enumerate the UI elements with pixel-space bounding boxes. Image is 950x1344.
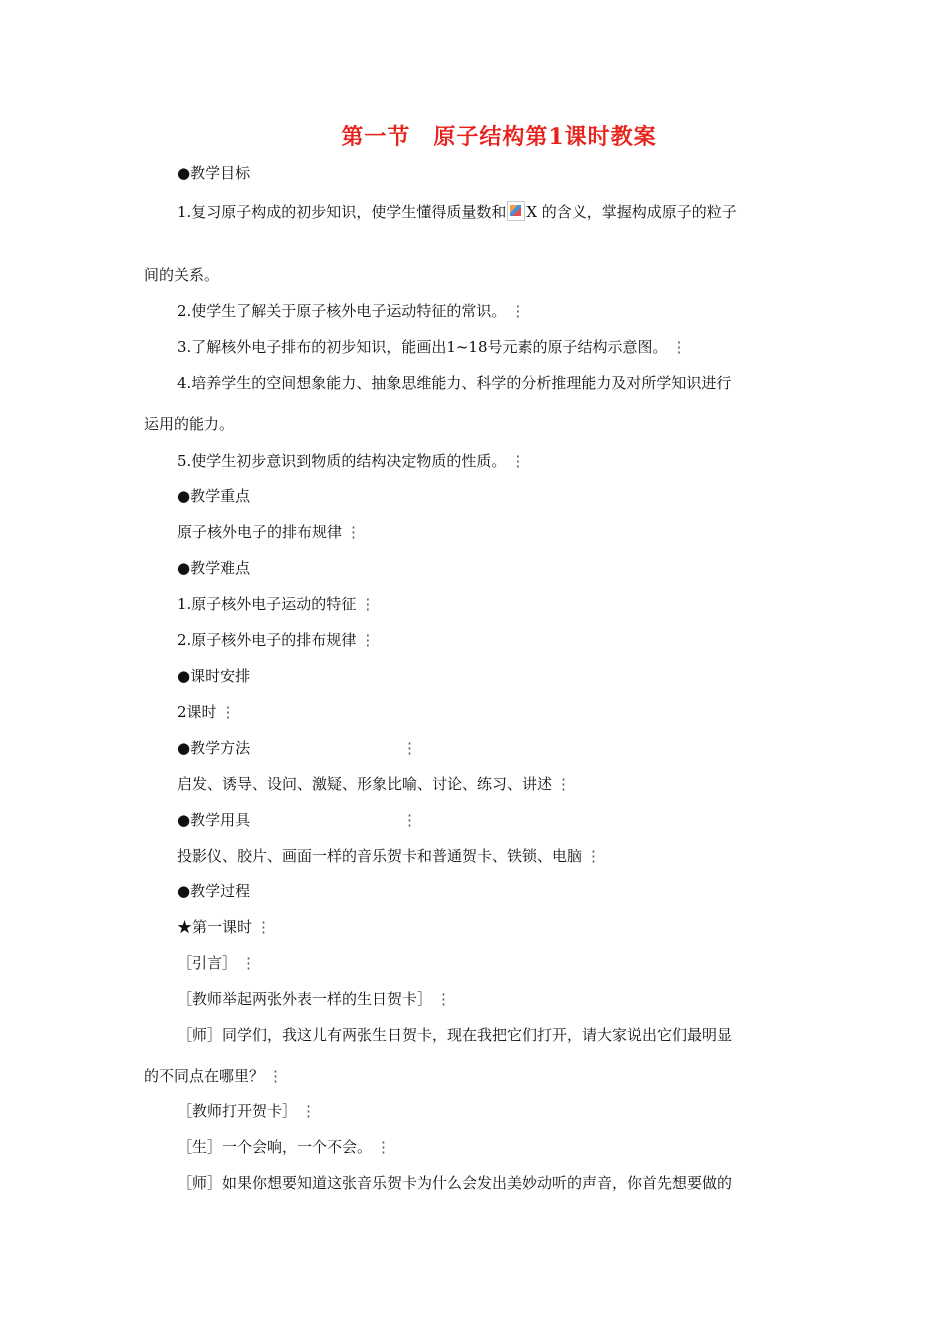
heading-schedule: ●课时安排 [177,667,251,685]
goal-2-text: 2.使学生了解关于原子核外电子运动特征的常识。 [177,302,507,320]
key-point-1 [177,522,361,542]
formula-image-icon [507,201,525,221]
heading-methods-text: ●教学方法 [177,739,251,757]
paragraph-marker: ⋮ [510,452,526,470]
key-point-1-text: 原子核外电子的排布规律 [177,523,343,541]
paragraph-marker: ⋮ [241,954,257,972]
lesson-one-text: ★第一课时 [177,918,253,936]
heading-key-points: ●教学重点 [177,487,251,505]
paragraph-marker: ⋮ [220,703,236,721]
goal-1-continued: 间的关系。 [144,266,220,284]
paragraph-marker: ⋮ [671,338,687,356]
heading-process: ●教学过程 [177,882,251,900]
paragraph-marker: ⋮ [268,1067,284,1085]
paragraph-marker: ⋮ [346,523,362,541]
paragraph-marker: ⋮ [256,918,272,936]
schedule-1-text: 2课时 [177,703,217,721]
process-step-6: ［师］如果你想要知道这张音乐贺卡为什么会发出美妙动听的声音，你首先想要做的 [177,1174,733,1192]
process-intro [177,953,256,973]
goal-4-continued: 运用的能力。 [144,415,235,433]
difficulty-2 [177,630,375,650]
schedule-1 [177,702,236,722]
process-step-4 [177,1101,316,1121]
paragraph-marker: ⋮ [376,1138,392,1156]
paragraph-marker: ⋮ [436,990,452,1008]
difficulty-2-text: 2.原子核外电子的排布规律 [177,631,357,649]
process-step-3: ［师］同学们，我这儿有两张生日贺卡，现在我把它们打开，请大家说出它们最明显 [177,1026,733,1044]
difficulty-1 [177,594,375,614]
heading-methods [177,738,417,758]
methods-1 [177,774,571,794]
paragraph-marker: ⋮ [402,739,417,757]
paragraph-marker: ⋮ [402,811,417,829]
process-step-3-continued-text: 的不同点在哪里？ [144,1067,265,1085]
goal-5 [177,451,525,471]
process-step-4-text: ［教师打开贺卡］ [177,1102,298,1120]
tools-1-text: 投影仪、胶片、画面一样的音乐贺卡和普通贺卡、铁锁、电脑 [177,847,583,865]
goal-1-text-a: 1.复习原子构成的初步知识，使学生懂得质量数和 [177,203,507,221]
tools-1 [177,846,601,866]
heading-tools-text: ●教学用具 [177,811,251,829]
goal-1-text-b: X 的含义，掌握构成原子的粒子 [526,203,737,221]
paragraph-marker: ⋮ [510,302,526,320]
process-step-2 [177,989,451,1009]
process-step-5 [177,1137,391,1157]
process-intro-text: ［引言］ [177,954,238,972]
document-title: 第一节 原子结构第1课时教案 [341,124,657,150]
goal-5-text: 5.使学生初步意识到物质的结构决定物质的性质。 [177,452,507,470]
heading-tools [177,810,417,830]
difficulty-1-text: 1.原子核外电子运动的特征 [177,595,357,613]
paragraph-marker: ⋮ [301,1102,317,1120]
goal-3-text: 3.了解核外电子排布的初步知识，能画出1~18号元素的原子结构示意图。 [177,338,668,356]
process-step-3-continued [144,1066,283,1086]
paragraph-marker: ⋮ [556,775,572,793]
paragraph-marker: ⋮ [360,595,376,613]
heading-difficulties: ●教学难点 [177,559,251,577]
heading-goals: ●教学目标 [177,164,251,182]
paragraph-marker: ⋮ [586,847,602,865]
goal-3 [177,337,687,357]
methods-1-text: 启发、诱导、设问、激疑、形象比喻、讨论、练习、讲述 [177,775,553,793]
goal-1 [177,201,737,222]
process-step-5-text: ［生］一个会响，一个不会。 [177,1138,373,1156]
paragraph-marker: ⋮ [360,631,376,649]
process-step-2-text: ［教师举起两张外表一样的生日贺卡］ [177,990,433,1008]
goal-4: 4.培养学生的空间想象能力、抽象思维能力、科学的分析推理能力及对所学知识进行 [177,374,732,392]
lesson-one [177,917,271,937]
goal-2 [177,301,525,321]
